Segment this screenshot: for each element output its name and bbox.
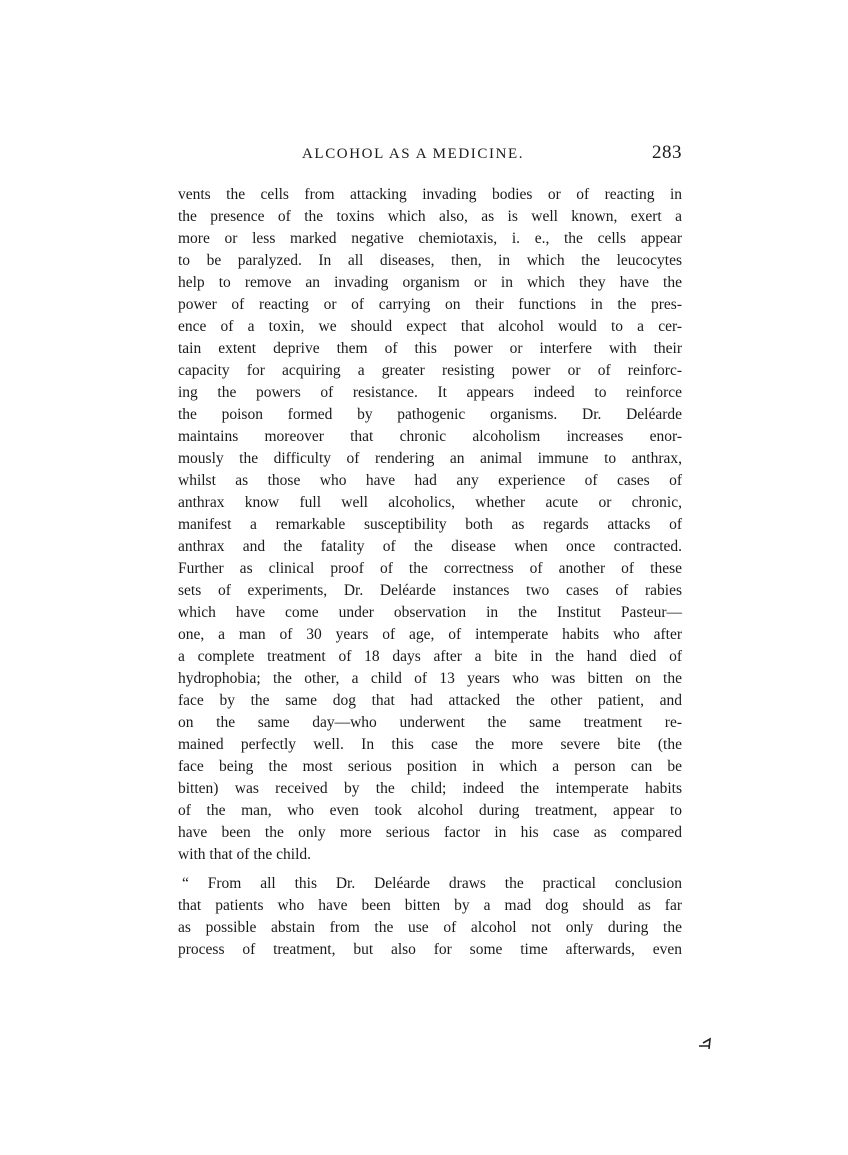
text-line: Further as clinical proof of the correctness of another of these (178, 560, 682, 577)
text-line: maintains moreover that chronic alcoholism increases enor- (178, 428, 682, 445)
text-line: on the same day—who underwent the same treatment re- (178, 714, 682, 731)
paragraph (178, 873, 682, 961)
running-head (178, 142, 682, 170)
text-line: power of reacting or of carrying on their functions in the pres- (178, 296, 682, 313)
text-line: process of treatment, but also for some time afterwards, even (178, 941, 682, 958)
body-text (178, 184, 682, 961)
text-line: bitten) was received by the child; indeed the intemperate habits (178, 780, 682, 797)
text-line: face being the most serious position in which a person can be (178, 758, 682, 775)
text-line: manifest a remarkable susceptibility both as regards attacks of (178, 516, 682, 533)
text-line: hydrophobia; the other, a child of 13 years who was bitten on the (178, 670, 682, 687)
text-line: face by the same dog that had attacked the other patient, and (178, 692, 682, 709)
text-line: have been the only more serious factor in his case as compared (178, 824, 682, 841)
text-line: that patients who have been bitten by a mad dog should as far (178, 897, 682, 914)
text-line: ing the powers of resistance. It appears indeed to reinforce (178, 384, 682, 401)
page-number: 283 (652, 142, 682, 163)
text-line: which have come under observation in the Institut Pasteur— (178, 604, 682, 621)
text-line: anthrax and the fatality of the disease when once contracted. (178, 538, 682, 555)
running-title: ALCOHOL AS A MEDICINE. (302, 146, 525, 162)
text-line: the presence of the toxins which also, as is well known, exert a (178, 208, 682, 225)
text-line: tain extent deprive them of this power or interfere with their (178, 340, 682, 357)
text-line: capacity for acquiring a greater resisting power or of reinforc- (178, 362, 682, 379)
text-line: one, a man of 30 years of age, of intemperate habits who after (178, 626, 682, 643)
text-line: “ From all this Dr. Deléarde draws the practical conclusion (182, 875, 682, 892)
paragraph-gap (178, 866, 682, 873)
text-line: a complete treatment of 18 days after a bite in the hand died of (178, 648, 682, 665)
text-line: the poison formed by pathogenic organisms. Dr. Deléarde (178, 406, 682, 423)
text-line: sets of experiments, Dr. Deléarde instances two cases of rabies (178, 582, 682, 599)
paragraph (178, 184, 682, 866)
text-line: ence of a toxin, we should expect that alcohol would to a cer- (178, 318, 682, 335)
text-line: anthrax know full well alcoholics, whether acute or chronic, (178, 494, 682, 511)
text-line: vents the cells from attacking invading bodies or of reacting in (178, 186, 682, 203)
text-line: more or less marked negative chemiotaxis, i. e., the cells appear (178, 230, 682, 247)
text-line: mously the difficulty of rendering an animal immune to anthrax, (178, 450, 682, 467)
text-line: to be paralyzed. In all diseases, then, in which the leucocytes (178, 252, 682, 269)
text-line: of the man, who even took alcohol during treatment, appear to (178, 802, 682, 819)
text-line: help to remove an invading organism or in which they have the (178, 274, 682, 291)
text-line: mained perfectly well. In this case the more severe bite (the (178, 736, 682, 753)
text-line: whilst as those who have had any experience of cases of (178, 472, 682, 489)
text-line: with that of the child. (178, 846, 312, 863)
text-line: as possible abstain from the use of alcohol not only during the (178, 919, 682, 936)
scan-mark-icon (698, 1037, 712, 1051)
